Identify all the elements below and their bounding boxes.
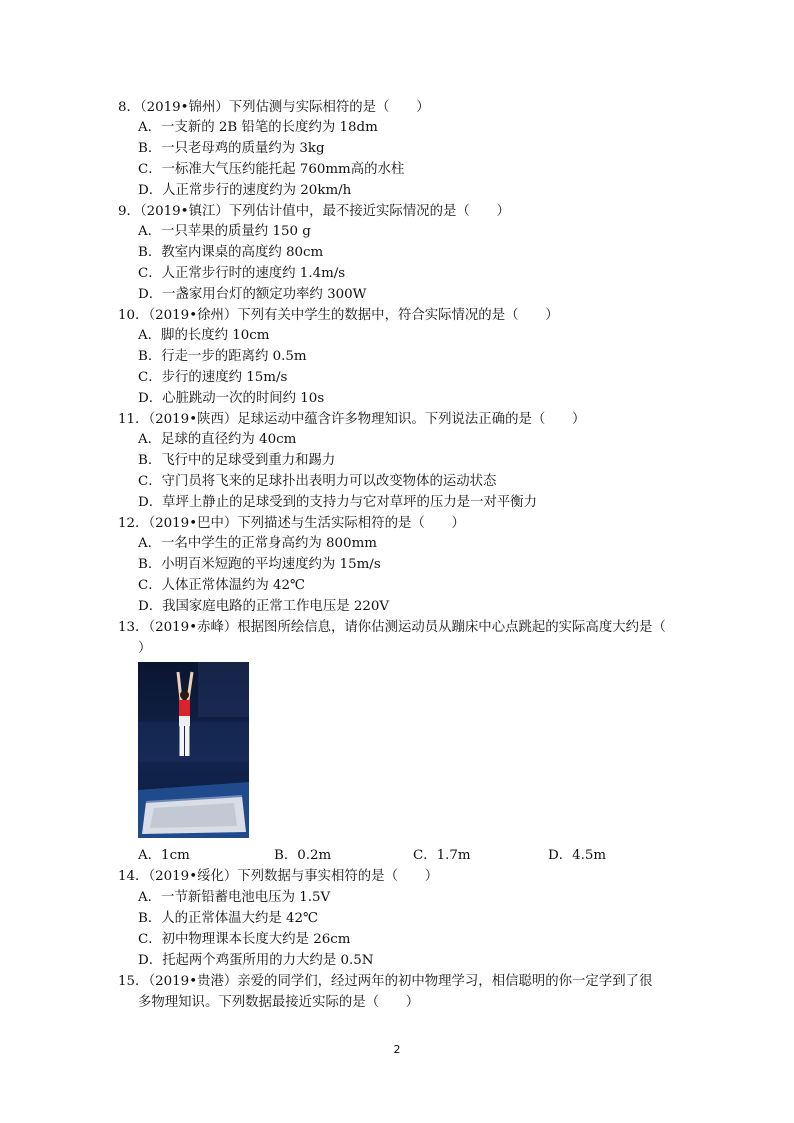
- question-12-option-d: D．我国家庭电路的正常工作电压是 220V: [138, 599, 390, 614]
- question-9-option-c: C．人正常步行时的速度约 1.4m/s: [138, 266, 346, 281]
- question-10-stem: 10．（2019•徐州）下列有关中学生的数据中，符合实际情况的是（ ）: [118, 308, 559, 323]
- question-9-stem: 9．（2019•镇江）下列估计值中，最不接近实际情况的是（ ）: [118, 204, 510, 219]
- question-14-stem: 14．（2019•绥化）下列数据与事实相符的是（ ）: [118, 869, 439, 884]
- question-11-option-c: C．守门员将飞来的足球扑出表明力可以改变物体的运动状态: [138, 474, 497, 489]
- question-8-stem: 8．（2019•锦州）下列估测与实际相符的是（ ）: [118, 100, 430, 115]
- question-12-stem: 12．（2019•巴中）下列描述与生活实际相符的是（ ）: [118, 516, 465, 531]
- question-11-stem: 11．（2019•陕西）足球运动中蕴含许多物理知识。下列说法正确的是（ ）: [118, 412, 586, 427]
- question-14-option-c: C．初中物理课本长度大约是 26cm: [138, 932, 351, 947]
- question-13-stem-continued: ）: [138, 641, 152, 656]
- question-8-option-d: D．人正常步行的速度约为 20km/h: [138, 183, 352, 198]
- question-11-option-b: B．飞行中的足球受到重力和踢力: [138, 453, 336, 468]
- question-14-option-d: D．托起两个鸡蛋所用的力大约是 0.5N: [138, 953, 374, 968]
- question-8-option-c: C．一标准大气压约能托起 760mm高的水柱: [138, 162, 405, 177]
- question-14-option-b: B．人的正常体温大约是 42℃: [138, 911, 319, 926]
- trampoline-athlete-photo: [138, 662, 249, 838]
- question-12-option-b: B．小明百米短跑的平均速度约为 15m/s: [138, 557, 381, 572]
- question-15-stem-continued: 多物理知识。下列数据最接近实际的是（ ）: [138, 995, 420, 1010]
- question-12-option-c: C．人体正常体温约为 42℃: [138, 578, 306, 593]
- question-12-option-a: A．一名中学生的正常身高约为 800mm: [138, 536, 377, 551]
- question-10-option-a: A．脚的长度约 10cm: [138, 328, 270, 343]
- question-9-option-a: A．一只苹果的质量约 150 g: [138, 224, 311, 239]
- question-8-option-a: A．一支新的 2B 铅笔的长度约为 18dm: [138, 120, 378, 135]
- question-13-stem: 13．（2019•赤峰）根据图所绘信息，请你估测运动员从蹦床中心点跳起的实际高度大约是（: [118, 620, 666, 635]
- question-13-option-a: A．1cm: [138, 848, 190, 863]
- question-10-option-b: B．行走一步的距离约 0.5m: [138, 349, 307, 364]
- trampoline-illustration: [138, 662, 249, 838]
- question-13-option-c: C．1.7m: [413, 848, 471, 863]
- question-8-option-b: B．一只老母鸡的质量约为 3kg: [138, 141, 325, 156]
- question-9-option-d: D．一盏家用台灯的额定功率约 300W: [138, 287, 367, 302]
- question-15-stem: 15．（2019•贵港）亲爱的同学们，经过两年的初中物理学习，相信聪明的你一定学到了很: [118, 974, 653, 989]
- question-11-option-a: A．足球的直径约为 40cm: [138, 432, 297, 447]
- question-14-option-a: A．一节新铅蓄电池电压为 1.5V: [138, 890, 331, 905]
- question-10-option-c: C．步行的速度约 15m/s: [138, 370, 288, 385]
- question-11-option-d: D．草坪上静止的足球受到的支持力与它对草坪的压力是一对平衡力: [138, 495, 538, 510]
- question-13-option-b: B．0.2m: [274, 848, 332, 863]
- question-9-option-b: B．教室内课桌的高度约 80cm: [138, 245, 324, 260]
- question-10-option-d: D．心脏跳动一次的时间约 10s: [138, 391, 325, 406]
- page-number: 2: [393, 1043, 401, 1056]
- question-13-option-d: D．4.5m: [548, 848, 607, 863]
